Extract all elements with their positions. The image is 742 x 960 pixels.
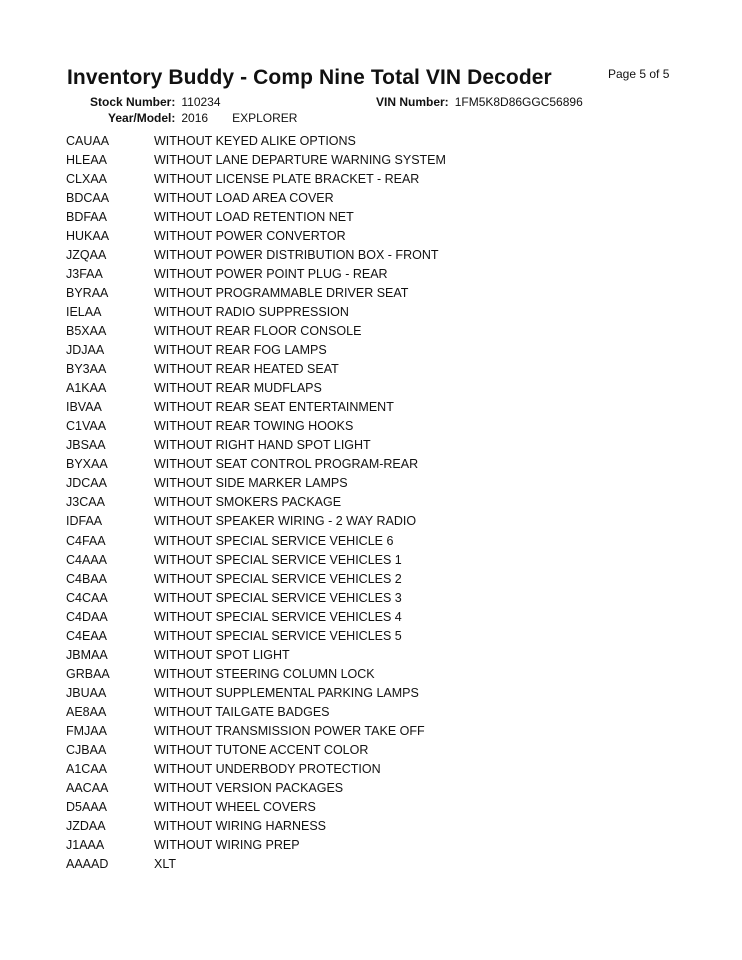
option-code-row <box>66 645 686 664</box>
option-description: WITHOUT SMOKERS PACKAGE <box>154 495 342 510</box>
option-description: WITHOUT REAR FLOOR CONSOLE <box>154 323 362 338</box>
option-description: WITHOUT REAR FOG LAMPS <box>154 343 327 358</box>
option-code: BY3AA <box>66 362 107 377</box>
option-code: FMJAA <box>66 723 107 738</box>
option-code-row <box>66 341 686 360</box>
option-code-row <box>66 664 686 683</box>
option-code: C4BAA <box>66 571 107 586</box>
option-code: C4CAA <box>66 590 108 605</box>
option-code: JBMAA <box>66 647 108 662</box>
option-code-row <box>66 207 686 226</box>
option-description: WITHOUT LOAD RETENTION NET <box>154 209 354 224</box>
option-code-row <box>66 169 686 188</box>
option-code: IELAA <box>66 304 102 319</box>
option-description: WITHOUT STEERING COLUMN LOCK <box>154 666 375 681</box>
option-code-row <box>66 683 686 702</box>
option-code: GRBAA <box>66 666 110 681</box>
option-code-row <box>66 760 686 779</box>
option-code-row <box>66 188 686 207</box>
option-code-row <box>66 398 686 417</box>
vin-number-line <box>376 95 583 109</box>
option-code: JDCAA <box>66 476 107 491</box>
option-description: WITHOUT REAR TOWING HOOKS <box>154 419 354 434</box>
option-code: BDFAA <box>66 209 107 224</box>
option-code-row <box>66 550 686 569</box>
model-value: EXPLORER <box>232 111 298 125</box>
option-code-row <box>66 817 686 836</box>
option-code: CLXAA <box>66 171 107 186</box>
option-code-row <box>66 531 686 550</box>
option-description: WITHOUT REAR HEATED SEAT <box>154 362 339 377</box>
option-code-row <box>66 283 686 302</box>
option-description: WITHOUT LOAD AREA COVER <box>154 190 334 205</box>
option-code: J1AAA <box>66 838 105 853</box>
option-code-row <box>66 493 686 512</box>
option-description: WITHOUT PROGRAMMABLE DRIVER SEAT <box>154 285 409 300</box>
option-description: WITHOUT WHEEL COVERS <box>154 800 316 815</box>
option-description: WITHOUT VERSION PACKAGES <box>154 781 344 796</box>
option-code: J3FAA <box>66 266 103 281</box>
option-code: B5XAA <box>66 323 107 338</box>
option-code-row <box>66 474 686 493</box>
option-code: IBVAA <box>66 400 102 415</box>
option-code-row <box>66 855 686 874</box>
option-description: WITHOUT SIDE MARKER LAMPS <box>154 476 348 491</box>
option-code-row <box>66 417 686 436</box>
option-description: WITHOUT REAR SEAT ENTERTAINMENT <box>154 400 394 415</box>
year-model-line <box>108 111 297 125</box>
vin-number-value: 1FM5K8D86GGC56896 <box>454 95 583 109</box>
page-number: Page 5 of 5 <box>608 67 670 81</box>
option-description: WITHOUT LANE DEPARTURE WARNING SYSTEM <box>154 152 446 167</box>
option-code: BYXAA <box>66 457 108 472</box>
option-code: JZQAA <box>66 247 107 262</box>
option-code-row <box>66 302 686 321</box>
option-code: C1VAA <box>66 419 107 434</box>
option-code-row <box>66 245 686 264</box>
option-description: WITHOUT SPOT LIGHT <box>154 647 290 662</box>
option-description: WITHOUT RADIO SUPPRESSION <box>154 304 349 319</box>
option-description: WITHOUT TAILGATE BADGES <box>154 704 330 719</box>
option-description: WITHOUT TUTONE ACCENT COLOR <box>154 743 369 758</box>
option-code-row <box>66 569 686 588</box>
option-code-row <box>66 798 686 817</box>
option-code-row <box>66 226 686 245</box>
option-description: WITHOUT SPECIAL SERVICE VEHICLES 1 <box>154 552 402 567</box>
option-description: WITHOUT LICENSE PLATE BRACKET - REAR <box>154 171 420 186</box>
option-code-row <box>66 607 686 626</box>
option-code-row <box>66 702 686 721</box>
option-description: WITHOUT SPEAKER WIRING - 2 WAY RADIO <box>154 514 417 529</box>
vin-number-label: VIN Number: <box>376 95 449 109</box>
option-description: WITHOUT SPECIAL SERVICE VEHICLES 2 <box>154 571 402 586</box>
option-code: JBSAA <box>66 438 106 453</box>
option-description: WITHOUT REAR MUDFLAPS <box>154 381 322 396</box>
stock-number-label: Stock Number: <box>90 95 176 109</box>
option-description: WITHOUT KEYED ALIKE OPTIONS <box>154 133 356 148</box>
option-code: JBUAA <box>66 685 107 700</box>
option-code: A1KAA <box>66 381 107 396</box>
option-code: D5AAA <box>66 800 107 815</box>
option-code: JZDAA <box>66 819 106 834</box>
option-code: AAAAD <box>66 857 109 872</box>
option-code-row <box>66 150 686 169</box>
option-description: WITHOUT WIRING HARNESS <box>154 819 326 834</box>
option-description: WITHOUT WIRING PREP <box>154 838 300 853</box>
option-description: WITHOUT RIGHT HAND SPOT LIGHT <box>154 438 371 453</box>
option-code: JDJAA <box>66 343 105 358</box>
option-description: WITHOUT TRANSMISSION POWER TAKE OFF <box>154 723 425 738</box>
stock-number-value: 110234 <box>181 95 221 109</box>
option-code-row <box>66 131 686 150</box>
option-description: WITHOUT SUPPLEMENTAL PARKING LAMPS <box>154 685 419 700</box>
year-model-label: Year/Model: <box>108 111 176 125</box>
stock-number-line <box>90 95 221 109</box>
option-description: WITHOUT SPECIAL SERVICE VEHICLES 4 <box>154 609 402 624</box>
option-code: HUKAA <box>66 228 110 243</box>
option-description: XLT <box>154 857 176 872</box>
option-code: A1CAA <box>66 762 107 777</box>
option-code-row <box>66 721 686 740</box>
option-description: WITHOUT SEAT CONTROL PROGRAM-REAR <box>154 457 419 472</box>
option-code-row <box>66 379 686 398</box>
option-code: J3CAA <box>66 495 105 510</box>
option-code-row <box>66 626 686 645</box>
option-code: AACAA <box>66 781 109 796</box>
option-description: WITHOUT SPECIAL SERVICE VEHICLES 5 <box>154 628 402 643</box>
option-code-row <box>66 436 686 455</box>
option-description: WITHOUT UNDERBODY PROTECTION <box>154 762 381 777</box>
option-code-row <box>66 455 686 474</box>
option-code-row <box>66 360 686 379</box>
option-code: BDCAA <box>66 190 110 205</box>
option-code: HLEAA <box>66 152 107 167</box>
option-description: WITHOUT SPECIAL SERVICE VEHICLES 3 <box>154 590 402 605</box>
option-code-row <box>66 512 686 531</box>
option-description: WITHOUT POWER CONVERTOR <box>154 228 346 243</box>
option-code-row <box>66 264 686 283</box>
option-code: IDFAA <box>66 514 103 529</box>
option-code: C4EAA <box>66 628 107 643</box>
option-description: WITHOUT SPECIAL SERVICE VEHICLE 6 <box>154 533 394 548</box>
option-code: C4DAA <box>66 609 108 624</box>
option-code-row <box>66 321 686 340</box>
option-description: WITHOUT POWER DISTRIBUTION BOX - FRONT <box>154 247 439 262</box>
option-code-row <box>66 836 686 855</box>
option-description: WITHOUT POWER POINT PLUG - REAR <box>154 266 388 281</box>
option-code-row <box>66 588 686 607</box>
page-title: Inventory Buddy - Comp Nine Total VIN Decoder <box>67 66 552 89</box>
option-code: C4FAA <box>66 533 106 548</box>
option-code: BYRAA <box>66 285 109 300</box>
option-code-row <box>66 741 686 760</box>
option-code: AE8AA <box>66 704 107 719</box>
option-code: CJBAA <box>66 743 107 758</box>
option-code: C4AAA <box>66 552 107 567</box>
option-code-row <box>66 779 686 798</box>
option-code: CAUAA <box>66 133 110 148</box>
option-code-list <box>66 131 686 874</box>
year-value: 2016 <box>181 111 209 125</box>
